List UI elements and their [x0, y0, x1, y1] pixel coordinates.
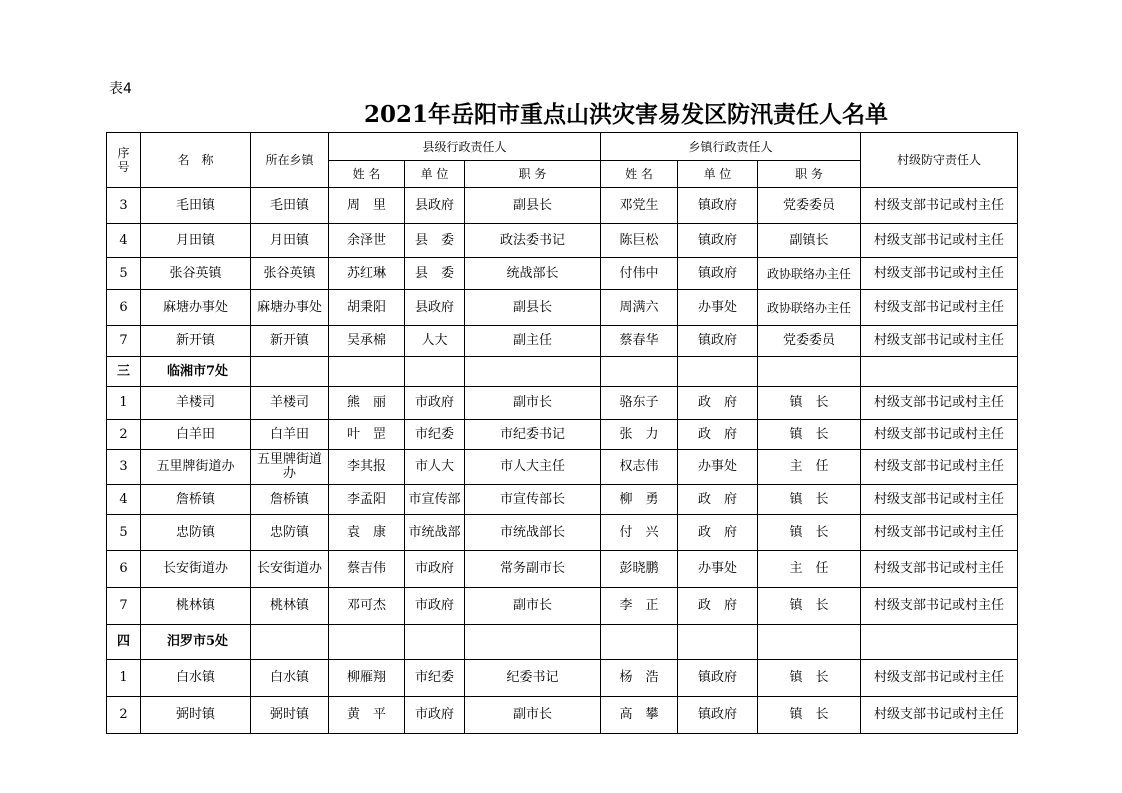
- village-responsible: 村级支部书记或村主任: [861, 697, 1018, 734]
- county-person: 李孟阳: [329, 485, 405, 515]
- header-name: 名 称: [141, 133, 251, 188]
- county-person: 胡秉阳: [329, 290, 405, 326]
- row-town: 白羊田: [251, 420, 329, 450]
- header-township-title: 职 务: [758, 161, 861, 188]
- row-name: 毛田镇: [141, 188, 251, 224]
- row-town: 白水镇: [251, 660, 329, 697]
- row-seq: 5: [107, 258, 141, 290]
- row-seq: 6: [107, 290, 141, 326]
- village-responsible: 村级支部书记或村主任: [861, 515, 1018, 551]
- township-person: 彭晓鹏: [601, 551, 678, 588]
- table-row: [107, 450, 1018, 485]
- county-unit: 县政府: [405, 188, 465, 224]
- section-row: [107, 625, 1018, 660]
- county-person: 吴承棉: [329, 326, 405, 357]
- county-title: 政法委书记: [465, 224, 601, 258]
- county-unit: 市统战部: [405, 515, 465, 551]
- township-title: 镇 长: [758, 515, 861, 551]
- row-town: 詹桥镇: [251, 485, 329, 515]
- village-responsible: 村级支部书记或村主任: [861, 588, 1018, 625]
- table-row: [107, 188, 1018, 224]
- empty-cell: [861, 357, 1018, 387]
- row-name: 桃林镇: [141, 588, 251, 625]
- county-unit: 市纪委: [405, 660, 465, 697]
- county-title: 副市长: [465, 387, 601, 420]
- township-title: 副镇长: [758, 224, 861, 258]
- township-unit: 办事处: [678, 450, 758, 485]
- row-seq: 2: [107, 697, 141, 734]
- row-name: 白水镇: [141, 660, 251, 697]
- county-title: 市人大主任: [465, 450, 601, 485]
- row-town: 桃林镇: [251, 588, 329, 625]
- county-person: 袁 康: [329, 515, 405, 551]
- header-county-unit: 单 位: [405, 161, 465, 188]
- header-township-person: 姓 名: [601, 161, 678, 188]
- village-responsible: 村级支部书记或村主任: [861, 326, 1018, 357]
- section-number: 四: [107, 625, 141, 660]
- header-row-1: [107, 133, 1018, 161]
- county-unit: 市政府: [405, 551, 465, 588]
- row-seq: 5: [107, 515, 141, 551]
- empty-cell: [329, 357, 405, 387]
- row-seq: 2: [107, 420, 141, 450]
- county-unit: 市政府: [405, 387, 465, 420]
- village-responsible: 村级支部书记或村主任: [861, 290, 1018, 326]
- township-unit: 镇政府: [678, 697, 758, 734]
- county-person: 邓可杰: [329, 588, 405, 625]
- empty-cell: [678, 357, 758, 387]
- empty-cell: [329, 625, 405, 660]
- county-title: 市统战部长: [465, 515, 601, 551]
- township-title: 党委委员: [758, 188, 861, 224]
- township-person: 陈巨松: [601, 224, 678, 258]
- county-title: 副县长: [465, 188, 601, 224]
- village-responsible: 村级支部书记或村主任: [861, 450, 1018, 485]
- table-row: [107, 326, 1018, 357]
- township-person: 杨 浩: [601, 660, 678, 697]
- section-title: 临湘市7处: [141, 357, 251, 387]
- row-name: 忠防镇: [141, 515, 251, 551]
- township-unit: 政 府: [678, 485, 758, 515]
- township-title: 镇 长: [758, 588, 861, 625]
- responsibility-table: [106, 132, 1018, 734]
- township-title: 主 任: [758, 551, 861, 588]
- row-seq: 4: [107, 485, 141, 515]
- township-person: 蔡春华: [601, 326, 678, 357]
- county-title: 常务副市长: [465, 551, 601, 588]
- row-town: 张谷英镇: [251, 258, 329, 290]
- village-responsible: 村级支部书记或村主任: [861, 188, 1018, 224]
- header-seq: 序 号: [107, 133, 141, 188]
- county-person: 蔡吉伟: [329, 551, 405, 588]
- township-unit: 政 府: [678, 515, 758, 551]
- township-title: 政协联络办主任: [758, 290, 861, 326]
- row-town: 弼时镇: [251, 697, 329, 734]
- empty-cell: [678, 625, 758, 660]
- row-town: 五里牌街道办: [251, 450, 329, 485]
- township-unit: 镇政府: [678, 326, 758, 357]
- empty-cell: [601, 625, 678, 660]
- row-town: 毛田镇: [251, 188, 329, 224]
- village-responsible: 村级支部书记或村主任: [861, 485, 1018, 515]
- section-number: 三: [107, 357, 141, 387]
- table-row: [107, 258, 1018, 290]
- county-unit: 县 委: [405, 258, 465, 290]
- township-unit: 办事处: [678, 551, 758, 588]
- county-unit: 市政府: [405, 697, 465, 734]
- row-name: 白羊田: [141, 420, 251, 450]
- county-title: 副主任: [465, 326, 601, 357]
- township-title: 镇 长: [758, 387, 861, 420]
- table-row: [107, 551, 1018, 588]
- row-name: 弼时镇: [141, 697, 251, 734]
- township-unit: 办事处: [678, 290, 758, 326]
- header-village: 村级防守责任人: [861, 133, 1018, 188]
- row-name: 五里牌街道办: [141, 450, 251, 485]
- header-county-group: 县级行政责任人: [329, 133, 601, 161]
- township-person: 骆东子: [601, 387, 678, 420]
- township-person: 付伟中: [601, 258, 678, 290]
- header-county-title: 职 务: [465, 161, 601, 188]
- row-town: 麻塘办事处: [251, 290, 329, 326]
- township-unit: 政 府: [678, 387, 758, 420]
- township-unit: 镇政府: [678, 660, 758, 697]
- county-person: 李其报: [329, 450, 405, 485]
- row-name: 麻塘办事处: [141, 290, 251, 326]
- table-row: [107, 290, 1018, 326]
- county-unit: 县政府: [405, 290, 465, 326]
- header-town: 所在乡镇: [251, 133, 329, 188]
- county-unit: 市人大: [405, 450, 465, 485]
- township-person: 高 攀: [601, 697, 678, 734]
- township-title: 政协联络办主任: [758, 258, 861, 290]
- section-row: [107, 357, 1018, 387]
- table-row: [107, 660, 1018, 697]
- row-name: 张谷英镇: [141, 258, 251, 290]
- row-town: 忠防镇: [251, 515, 329, 551]
- table-row: [107, 420, 1018, 450]
- village-responsible: 村级支部书记或村主任: [861, 660, 1018, 697]
- township-title: 主 任: [758, 450, 861, 485]
- row-name: 月田镇: [141, 224, 251, 258]
- row-name: 新开镇: [141, 326, 251, 357]
- village-responsible: 村级支部书记或村主任: [861, 224, 1018, 258]
- row-name: 羊楼司: [141, 387, 251, 420]
- row-town: 长安街道办: [251, 551, 329, 588]
- village-responsible: 村级支部书记或村主任: [861, 420, 1018, 450]
- row-seq: 3: [107, 188, 141, 224]
- page-title: 2021年岳阳市重点山洪灾害易发区防汛责任人名单: [364, 101, 889, 128]
- village-responsible: 村级支部书记或村主任: [861, 551, 1018, 588]
- table-number-label: 表4: [109, 81, 132, 97]
- county-title: 副市长: [465, 588, 601, 625]
- empty-cell: [465, 357, 601, 387]
- empty-cell: [758, 625, 861, 660]
- county-unit: 县 委: [405, 224, 465, 258]
- empty-cell: [251, 357, 329, 387]
- row-name: 长安街道办: [141, 551, 251, 588]
- township-person: 张 力: [601, 420, 678, 450]
- section-title: 汨罗市5处: [141, 625, 251, 660]
- township-unit: 政 府: [678, 588, 758, 625]
- township-unit: 政 府: [678, 420, 758, 450]
- county-person: 余泽世: [329, 224, 405, 258]
- township-title: 镇 长: [758, 697, 861, 734]
- header-county-person: 姓 名: [329, 161, 405, 188]
- county-unit: 人大: [405, 326, 465, 357]
- empty-cell: [251, 625, 329, 660]
- row-seq: 7: [107, 588, 141, 625]
- row-seq: 4: [107, 224, 141, 258]
- empty-cell: [758, 357, 861, 387]
- county-title: 统战部长: [465, 258, 601, 290]
- row-seq: 3: [107, 450, 141, 485]
- township-title: 镇 长: [758, 420, 861, 450]
- row-name: 詹桥镇: [141, 485, 251, 515]
- county-title: 纪委书记: [465, 660, 601, 697]
- row-seq: 7: [107, 326, 141, 357]
- village-responsible: 村级支部书记或村主任: [861, 258, 1018, 290]
- county-person: 黄 平: [329, 697, 405, 734]
- township-unit: 镇政府: [678, 224, 758, 258]
- township-person: 柳 勇: [601, 485, 678, 515]
- row-town: 新开镇: [251, 326, 329, 357]
- township-unit: 镇政府: [678, 258, 758, 290]
- county-person: 熊 丽: [329, 387, 405, 420]
- table-row: [107, 697, 1018, 734]
- table-row: [107, 515, 1018, 551]
- header-township-unit: 单 位: [678, 161, 758, 188]
- empty-cell: [601, 357, 678, 387]
- county-title: 副县长: [465, 290, 601, 326]
- header-township-group: 乡镇行政责任人: [601, 133, 861, 161]
- row-seq: 1: [107, 387, 141, 420]
- township-person: 周满六: [601, 290, 678, 326]
- table-row: [107, 224, 1018, 258]
- county-person: 叶 罡: [329, 420, 405, 450]
- row-town: 羊楼司: [251, 387, 329, 420]
- township-person: 李 正: [601, 588, 678, 625]
- row-seq: 6: [107, 551, 141, 588]
- empty-cell: [861, 625, 1018, 660]
- township-unit: 镇政府: [678, 188, 758, 224]
- township-person: 权志伟: [601, 450, 678, 485]
- county-person: 周 里: [329, 188, 405, 224]
- empty-cell: [405, 625, 465, 660]
- township-title: 党委委员: [758, 326, 861, 357]
- county-unit: 市宣传部: [405, 485, 465, 515]
- table-body: [107, 133, 1018, 734]
- county-person: 柳雁翔: [329, 660, 405, 697]
- empty-cell: [465, 625, 601, 660]
- table-row: [107, 485, 1018, 515]
- township-person: 邓党生: [601, 188, 678, 224]
- township-title: 镇 长: [758, 660, 861, 697]
- table-row: [107, 588, 1018, 625]
- empty-cell: [405, 357, 465, 387]
- county-person: 苏红琳: [329, 258, 405, 290]
- county-title: 市宣传部长: [465, 485, 601, 515]
- county-title: 副市长: [465, 697, 601, 734]
- township-title: 镇 长: [758, 485, 861, 515]
- row-town: 月田镇: [251, 224, 329, 258]
- county-title: 市纪委书记: [465, 420, 601, 450]
- county-unit: 市政府: [405, 588, 465, 625]
- county-unit: 市纪委: [405, 420, 465, 450]
- township-person: 付 兴: [601, 515, 678, 551]
- table-row: [107, 387, 1018, 420]
- village-responsible: 村级支部书记或村主任: [861, 387, 1018, 420]
- row-seq: 1: [107, 660, 141, 697]
